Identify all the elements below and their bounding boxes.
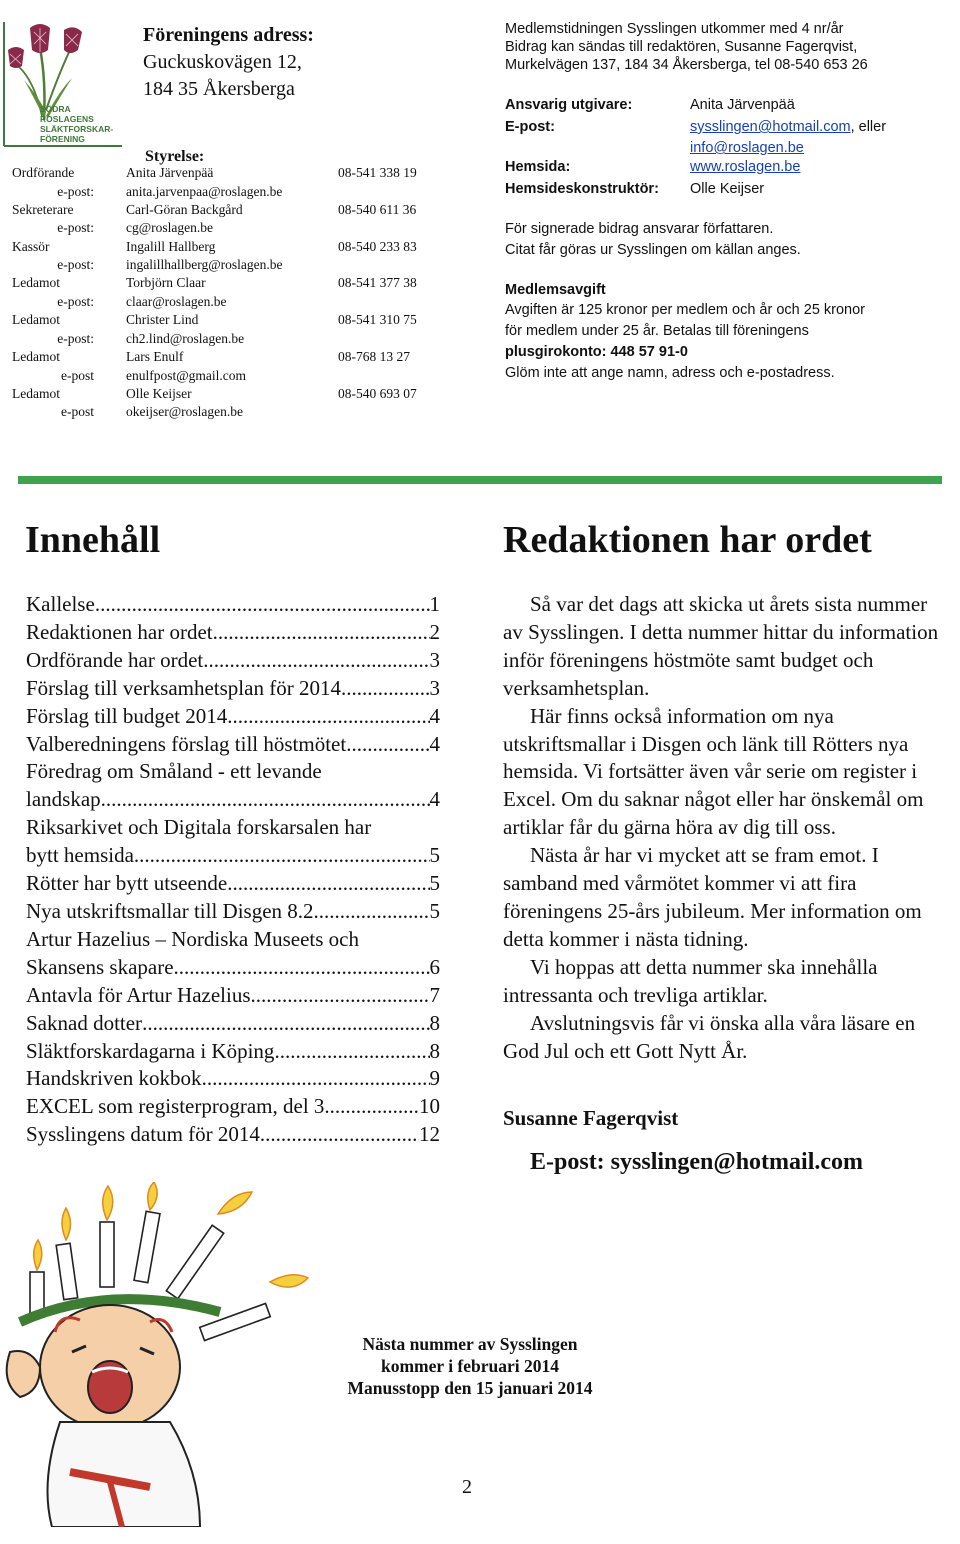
toc-item-title: Förslag till budget 2014 xyxy=(26,703,228,728)
board-role: Ledamot xyxy=(12,349,60,364)
toc-item-line: Artur Hazelius – Nordiska Museets och xyxy=(26,926,360,951)
logo-line: SÖDRA xyxy=(40,104,71,114)
toc-item-page: 8 xyxy=(429,1038,440,1063)
toc-leader-dots xyxy=(142,1010,429,1038)
board-member-email[interactable]: ch2.lind@roslagen.be xyxy=(126,330,245,346)
toc-item-page: 6 xyxy=(429,954,440,979)
note-line: För signerade bidrag ansvarar författaren. xyxy=(505,221,774,237)
toc-item-line: Riksarkivet och Digitala forskarsalen har xyxy=(26,815,372,840)
toc-leader-dots xyxy=(202,1065,430,1093)
toc-item-title: Handskriven kokbok xyxy=(26,1066,202,1091)
toc-item[interactable] xyxy=(26,1038,440,1066)
toc-item-title: EXCEL som registerprogram, del 3 xyxy=(26,1094,325,1119)
toc-item[interactable] xyxy=(26,870,440,898)
address-heading: Föreningens adress: xyxy=(143,24,314,46)
toc-item-page: 4 xyxy=(429,731,440,756)
toc-item-page: 5 xyxy=(429,871,440,896)
board-member-phone: 08-540 693 07 xyxy=(338,385,417,401)
toc-item-title: Kallelse xyxy=(26,592,95,616)
next-issue-line: kommer i februari 2014 xyxy=(380,1356,560,1376)
toc-item[interactable] xyxy=(26,898,440,926)
board-role: Ordförande xyxy=(12,165,75,180)
toc-item-title: Antavla för Artur Hazelius xyxy=(26,982,251,1007)
email-separator: , eller xyxy=(850,119,887,135)
toc-item-page: 7 xyxy=(429,982,440,1007)
board-email-row xyxy=(0,184,440,202)
toc-item-page: 2 xyxy=(429,619,440,644)
publisher-name: Anita Järvenpää xyxy=(690,97,795,113)
toc-item[interactable] xyxy=(26,1093,440,1121)
toc-item-page: 4 xyxy=(429,703,440,728)
board-email-row xyxy=(0,220,440,238)
toc-leader-dots xyxy=(251,982,430,1010)
board-member-name: Carl-Göran Backgård xyxy=(126,201,243,217)
toc-item-page: 4 xyxy=(429,787,440,812)
toc-leader-dots xyxy=(274,1038,429,1066)
toc-item-page: 12 xyxy=(419,1122,440,1147)
email-link[interactable]: sysslingen@hotmail.com xyxy=(690,119,851,135)
board-member-email[interactable]: ingalillhallberg@roslagen.be xyxy=(126,257,283,273)
toc-item[interactable] xyxy=(26,731,440,759)
address-line: 184 35 Åkersberga xyxy=(143,78,295,100)
board-member-row xyxy=(0,165,440,183)
next-issue-notice xyxy=(300,1333,640,1399)
toc-item[interactable] xyxy=(26,675,440,703)
next-issue-line: Manusstopp den 15 januari 2014 xyxy=(347,1378,593,1398)
board-email-label: e-post xyxy=(61,404,94,420)
toc-item[interactable] xyxy=(26,1010,440,1038)
toc-item-title: Släktforskardagarna i Köping xyxy=(26,1038,275,1063)
toc-item-page: 9 xyxy=(429,1066,440,1091)
logo-line: SLÄKTFORSKAR- xyxy=(40,124,114,134)
fee-line: för medlem under 25 år. Betalas till föreningens xyxy=(505,323,809,339)
toc-item-page: 1 xyxy=(429,592,440,616)
fee-line: Avgiften är 125 kronor per medlem och år och 25 kronor xyxy=(505,302,866,318)
society-logo xyxy=(0,20,124,148)
toc-leader-dots xyxy=(174,954,430,982)
toc-item-page: 3 xyxy=(429,647,440,672)
board-member-name: Olle Keijser xyxy=(126,385,192,401)
toc-leader-dots xyxy=(314,898,430,926)
board-member-row xyxy=(0,386,440,404)
toc-leader-dots xyxy=(341,675,430,703)
next-issue-line: Nästa nummer av Sysslingen xyxy=(362,1334,578,1354)
intro-line: Murkelvägen 137, 184 34 Åkersberga, tel 08-540 653 26 xyxy=(505,57,868,73)
board-email-label: e-post: xyxy=(57,183,94,199)
board-member-email[interactable]: claar@roslagen.be xyxy=(126,293,227,309)
board-member-row xyxy=(0,349,440,367)
toc-item-page: 8 xyxy=(429,1010,440,1035)
toc-leader-dots xyxy=(95,591,430,619)
board-email-row xyxy=(0,368,440,386)
board-member-phone: 08-768 13 27 xyxy=(338,349,410,364)
editor-email: E-post: sysslingen@hotmail.com xyxy=(530,1149,864,1175)
board-email-label: e-post: xyxy=(57,293,94,309)
society-address xyxy=(143,22,314,103)
website-link[interactable]: www.roslagen.be xyxy=(690,159,801,175)
board-member-phone: 08-540 233 83 xyxy=(338,238,417,254)
editorial-paragraph: Så var det dags att skicka ut årets sista nummer av Sysslingen. I detta nummer hittar du information inför föreningens höstmöte samt budget och verksamhetsplan. xyxy=(503,592,939,700)
intro-line: Medlemstidningen Sysslingen utkommer med 4 nr/år xyxy=(505,21,844,37)
board-member-name: Christer Lind xyxy=(126,312,199,328)
toc-leader-dots xyxy=(227,703,429,731)
board-member-email[interactable]: anita.jarvenpaa@roslagen.be xyxy=(126,183,283,199)
toc-item-page: 10 xyxy=(419,1094,440,1119)
editorial-heading: Redaktionen har ordet xyxy=(503,519,872,561)
page-number: 2 xyxy=(462,1476,472,1498)
editorial-text xyxy=(503,591,943,1065)
toc-item[interactable] xyxy=(26,954,440,982)
toc-item[interactable] xyxy=(26,982,440,1010)
fee-line: Glöm inte att ange namn, adress och e-postadress. xyxy=(505,365,835,381)
toc-item-title: landskap xyxy=(26,787,101,812)
toc-leader-dots xyxy=(213,619,430,647)
board-member-email[interactable]: enulfpost@gmail.com xyxy=(126,367,247,383)
board-email-label: e-post: xyxy=(57,330,94,346)
toc-leader-dots xyxy=(101,786,430,814)
editorial-paragraph: Nästa år har vi mycket att se fram emot. I samband med vårmötet kommer vi att fira föreningens 25-års jubileum. Mer information om detta kommer i nästa tidning. xyxy=(503,843,922,951)
toc-item[interactable] xyxy=(26,591,440,619)
board-role: Ledamot xyxy=(12,312,60,328)
table-of-contents xyxy=(26,591,440,1149)
note-line: Citat får göras ur Sysslingen om källan anges. xyxy=(505,242,801,258)
board-email-row xyxy=(0,331,440,349)
toc-item[interactable] xyxy=(26,1121,440,1149)
board-member-phone: 08-541 377 38 xyxy=(338,275,417,291)
lucia-child-illustration xyxy=(0,1182,315,1527)
section-divider xyxy=(18,476,942,484)
toc-item-title: Saknad dotter xyxy=(26,1010,143,1035)
board-email-row xyxy=(0,257,440,275)
toc-leader-dots xyxy=(346,731,429,759)
toc-item[interactable] xyxy=(26,647,440,675)
toc-item[interactable] xyxy=(26,1065,440,1093)
board-member-phone: 08-540 611 36 xyxy=(338,201,417,217)
editor-signature: Susanne Fagerqvist xyxy=(503,1106,679,1130)
logo-line: ROSLAGENS xyxy=(40,114,94,124)
toc-item-line: Föredrag om Småland - ett levande xyxy=(26,759,322,784)
toc-leader-dots xyxy=(227,870,429,898)
board-heading: Styrelse: xyxy=(145,148,205,165)
email-label: E-post: xyxy=(505,119,555,135)
board-member-name: Ingalill Hallberg xyxy=(126,238,216,254)
toc-leader-dots xyxy=(324,1093,419,1121)
toc-item-page: 3 xyxy=(429,675,440,700)
board-member-phone: 08-541 310 75 xyxy=(338,312,417,328)
toc-item-page: 5 xyxy=(429,843,440,868)
toc-item-title: Rötter har bytt utseende xyxy=(26,871,228,896)
board-member-phone: 08-541 338 19 xyxy=(338,165,417,180)
toc-item-page: 5 xyxy=(429,898,440,923)
intro-line: Bidrag kan sändas till redaktören, Susanne Fagerqvist, xyxy=(505,39,858,55)
board-member-row xyxy=(0,239,440,257)
publication-info xyxy=(505,20,945,382)
toc-item-title: bytt hemsida xyxy=(26,843,134,868)
board-role: Kassör xyxy=(12,238,50,254)
logo-line: FÖRENING xyxy=(40,134,85,144)
fee-heading: Medlemsavgift xyxy=(505,282,606,298)
webmaster-name: Olle Keijser xyxy=(690,181,765,197)
editorial-paragraph: Här finns också information om nya utskriftsmallar i Disgen och länk till Rötters nya hemsida. Vi fortsätter även vår serie om register i Excel. Om du saknar något eller har önskemål om artiklar får du gärna höra av dig till oss. xyxy=(503,703,924,840)
board-role: Sekreterare xyxy=(12,201,74,217)
toc-heading: Innehåll xyxy=(25,519,161,561)
board-member-email[interactable]: cg@roslagen.be xyxy=(126,220,214,236)
toc-item[interactable] xyxy=(26,619,440,647)
board-member-row xyxy=(0,275,440,293)
board-member-email[interactable]: okeijser@roslagen.be xyxy=(126,404,244,420)
editorial-paragraph: Avslutningsvis får vi önska alla våra läsare en God Jul och ett Gott Nytt År. xyxy=(503,1010,916,1063)
board-email-label: e-post xyxy=(61,367,94,383)
editorial-paragraph: Vi hoppas att detta nummer ska innehålla intressanta och trevliga artiklar. xyxy=(503,954,878,1007)
toc-item-title: Ordförande har ordet xyxy=(26,647,204,672)
toc-item-title: Nya utskriftsmallar till Disgen 8.2 xyxy=(26,898,314,923)
toc-item[interactable] xyxy=(26,703,440,731)
board-member-row xyxy=(0,312,440,330)
board-member-name: Lars Enulf xyxy=(126,349,184,364)
toc-leader-dots xyxy=(260,1121,419,1149)
toc-leader-dots xyxy=(134,842,430,870)
board-member-name: Anita Järvenpää xyxy=(126,165,214,180)
toc-item-title: Sysslingens datum för 2014 xyxy=(26,1122,260,1147)
toc-leader-dots xyxy=(203,647,429,675)
toc-item-title: Skansens skapare xyxy=(26,954,174,979)
toc-item-title: Förslag till verksamhetsplan för 2014 xyxy=(26,675,341,700)
publisher-label: Ansvarig utgivare: xyxy=(505,97,633,113)
board-role: Ledamot xyxy=(12,385,60,401)
address-line: Guckuskovägen 12, xyxy=(143,51,302,73)
board-email-row xyxy=(0,404,440,422)
toc-item-title: Redaktionen har ordet xyxy=(26,619,213,644)
board-member-row xyxy=(0,202,440,220)
fee-line: plusgirokonto: 448 57 91-0 xyxy=(505,344,688,360)
toc-item-title: Valberedningens förslag till höstmötet xyxy=(26,731,347,756)
board-email-label: e-post: xyxy=(57,220,94,236)
board-email-row xyxy=(0,294,440,312)
toc-item[interactable] xyxy=(26,786,440,814)
board-email-label: e-post: xyxy=(57,257,94,273)
board-member-name: Torbjörn Claar xyxy=(126,275,206,291)
toc-item[interactable] xyxy=(26,842,440,870)
website-label: Hemsida: xyxy=(505,159,571,175)
webmaster-label: Hemsideskonstruktör: xyxy=(505,181,659,197)
email-link[interactable]: info@roslagen.be xyxy=(690,140,804,156)
board-role: Ledamot xyxy=(12,275,60,291)
